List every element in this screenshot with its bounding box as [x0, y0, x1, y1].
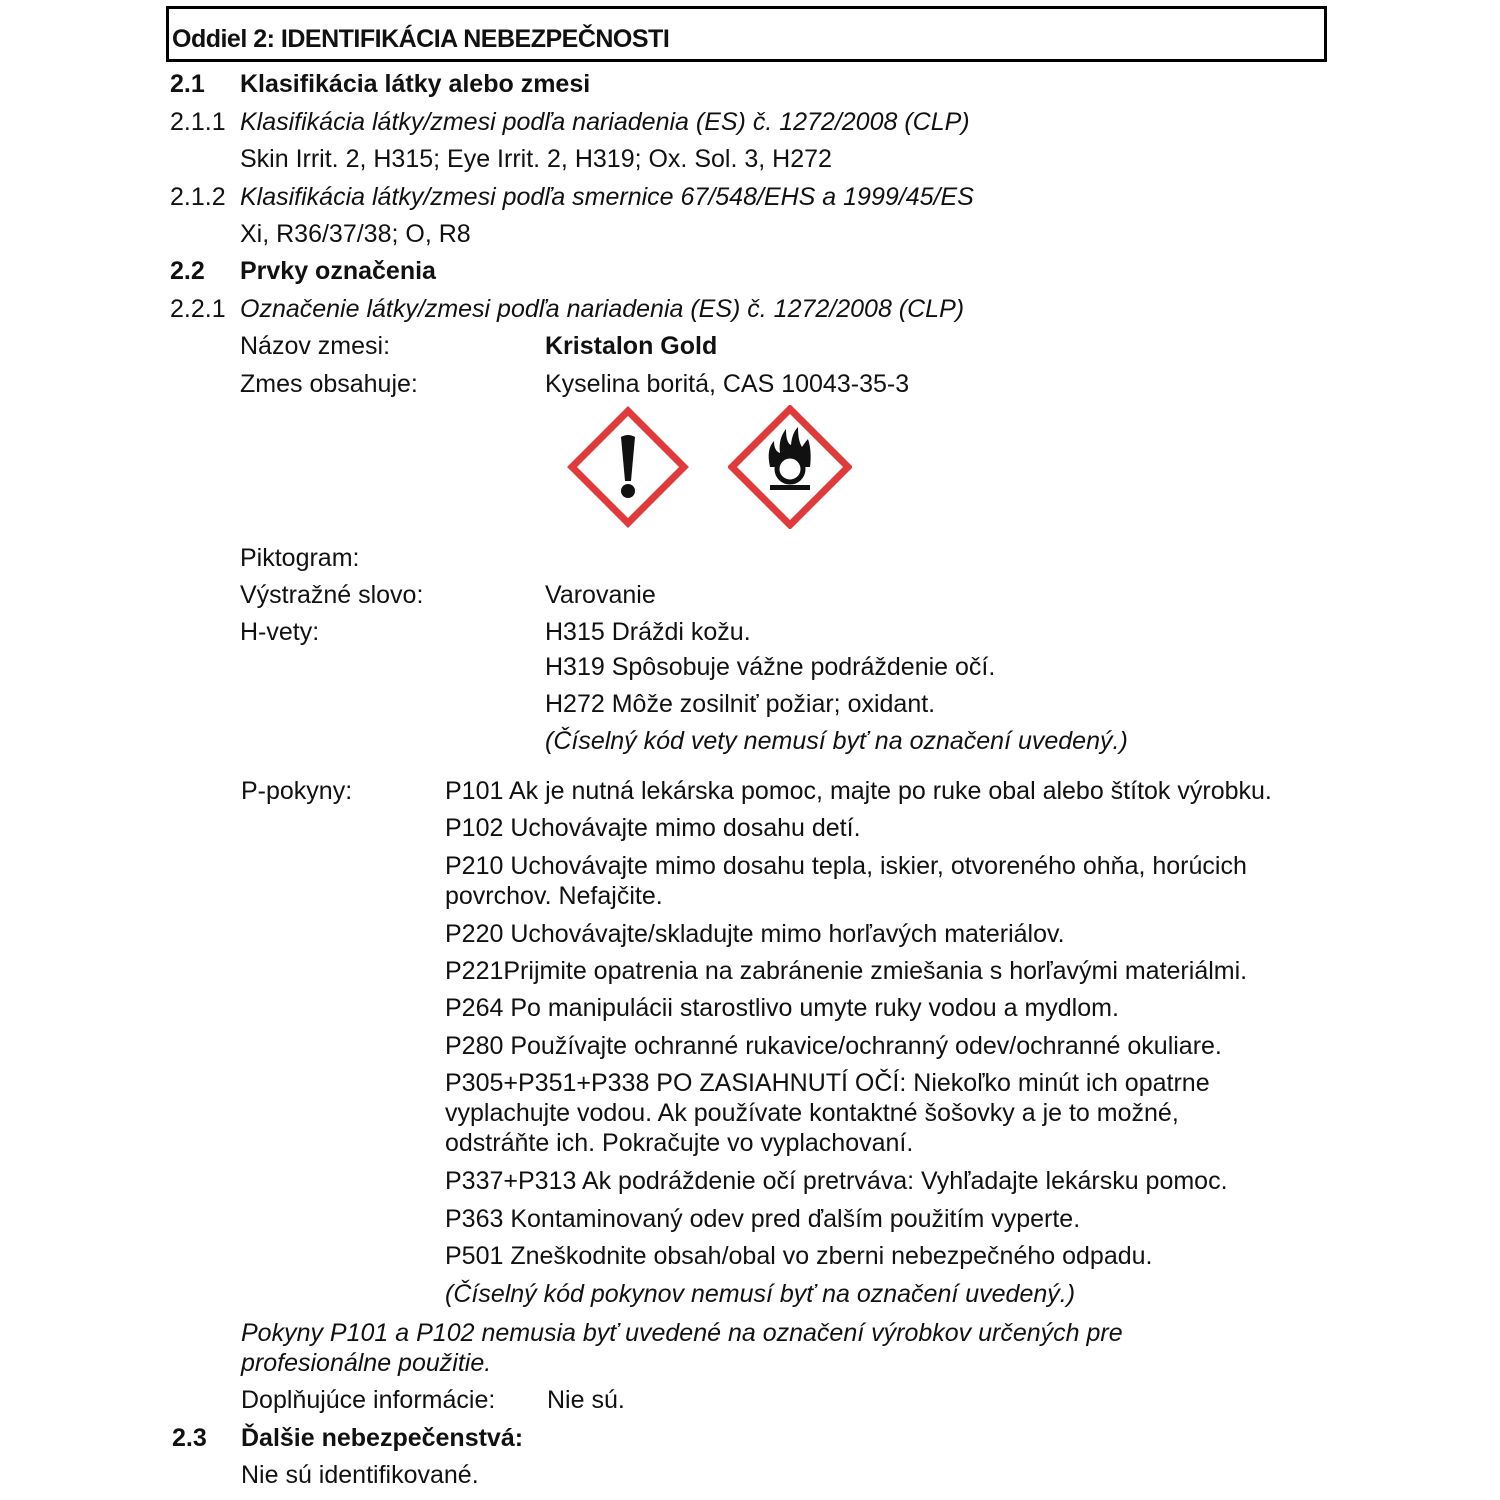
p-statements-label: P-pokyny:	[241, 777, 353, 805]
subsection-heading: Označenie látky/zmesi podľa nariadenia (ES) č. 1272/2008 (CLP)	[240, 295, 965, 323]
p-statement: P101 Ak je nutná lekárska pomoc, majte po ruke obal alebo štítok výrobku.	[445, 777, 1272, 805]
h-statement: H315 Dráždi kožu.	[545, 618, 751, 646]
exclamation-mark-icon	[566, 405, 690, 529]
extra-info-label: Doplňujúce informácie:	[241, 1386, 496, 1414]
p-statement: P102 Uchovávajte mimo dosahu detí.	[445, 814, 861, 842]
p-statement: P220 Uchovávajte/skladujte mimo horľavých materiálov.	[445, 920, 1065, 948]
p-statement: P210 Uchovávajte mimo dosahu tepla, iskier, otvoreného ohňa, horúcich	[445, 852, 1247, 880]
p-statement: P363 Kontaminovaný odev pred ďalším použitím vyperte.	[445, 1205, 1081, 1233]
extra-info-value: Nie sú.	[547, 1386, 625, 1414]
pictogram-label: Piktogram:	[240, 544, 360, 572]
note-text: Pokyny P101 a P102 nemusia byť uvedené na označení výrobkov určených pre	[241, 1319, 1123, 1347]
section-number: 2.2.1	[170, 295, 226, 323]
p-statement: P264 Po manipulácii starostlivo umyte ruky vodou a mydlom.	[445, 994, 1119, 1022]
flame-over-circle-icon	[728, 405, 852, 529]
p-statement: povrchov. Nefajčite.	[445, 882, 663, 910]
p-statement: vyplachujte vodou. Ak používate kontaktné šošovky a je to možné,	[445, 1099, 1179, 1127]
section-number: 2.1	[170, 70, 205, 98]
signal-word-label: Výstražné slovo:	[240, 581, 424, 609]
h-statements-label: H-vety:	[240, 618, 320, 646]
subsection-heading: Klasifikácia látky/zmesi podľa nariadenia (ES) č. 1272/2008 (CLP)	[240, 108, 970, 136]
p-statement-note: (Číselný kód pokynov nemusí byť na označení uvedený.)	[445, 1280, 1076, 1308]
h-statement: H272 Môže zosilniť požiar; oxidant.	[545, 690, 936, 718]
p-statement: P305+P351+P338 PO ZASIAHNUTÍ OČÍ: Niekoľko minút ich opatrne	[445, 1069, 1210, 1097]
section-heading: Klasifikácia látky alebo zmesi	[240, 70, 591, 98]
section-number: 2.3	[172, 1424, 207, 1452]
section-number: 2.1.1	[170, 108, 226, 136]
section-header	[166, 6, 1327, 62]
h-statement: H319 Spôsobuje vážne podráždenie očí.	[545, 653, 996, 681]
p-statement: odstráňte ich. Pokračujte vo vyplachovaní.	[445, 1129, 914, 1157]
section-number: 2.2	[170, 257, 205, 285]
section-number: 2.1.2	[170, 183, 226, 211]
contains-label: Zmes obsahuje:	[240, 370, 418, 398]
name-label: Názov zmesi:	[240, 332, 391, 360]
classification-text: Skin Irrit. 2, H315; Eye Irrit. 2, H319; Ox. Sol. 3, H272	[240, 145, 832, 173]
section-heading: Prvky označenia	[240, 257, 436, 285]
section-heading: Ďalšie nebezpečenstvá:	[241, 1424, 524, 1452]
name-value: Kristalon Gold	[545, 332, 718, 360]
classification-text: Xi, R36/37/38; O, R8	[240, 220, 471, 248]
p-statement: P280 Používajte ochranné rukavice/ochranný odev/ochranné okuliare.	[445, 1032, 1222, 1060]
note-text: profesionálne použitie.	[241, 1349, 492, 1377]
signal-word-value: Varovanie	[545, 581, 656, 609]
p-statement: P337+P313 Ak podráždenie očí pretrváva: Vyhľadajte lekársku pomoc.	[445, 1167, 1228, 1195]
p-statement: P501 Zneškodnite obsah/obal vo zberni nebezpečného odpadu.	[445, 1242, 1153, 1270]
other-hazards-text: Nie sú identifikované.	[241, 1461, 479, 1489]
subsection-heading: Klasifikácia látky/zmesi podľa smernice 67/548/EHS a 1999/45/ES	[240, 183, 974, 211]
contains-value: Kyselina boritá, CAS 10043-35-3	[545, 370, 910, 398]
p-statement: P221Prijmite opatrenia na zabránenie zmiešania s horľavými materiálmi.	[445, 957, 1248, 985]
h-statement-note: (Číselný kód vety nemusí byť na označení uvedený.)	[545, 727, 1128, 755]
section-title: Oddiel 2: IDENTIFIKÁCIA NEBEZPEČNOSTI	[172, 25, 670, 53]
